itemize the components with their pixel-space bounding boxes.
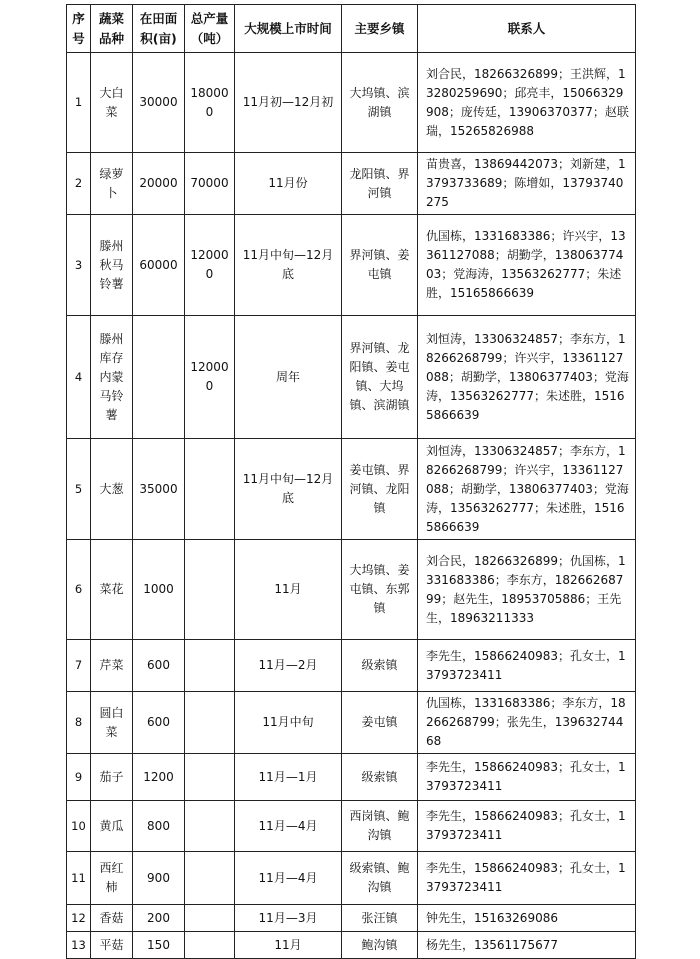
cell-seq: 10 — [67, 801, 91, 852]
table-row — [67, 932, 636, 959]
cell-area: 1200 — [133, 754, 185, 801]
cell-towns: 大坞镇、姜屯镇、东郭镇 — [342, 540, 418, 640]
cell-area: 150 — [133, 932, 185, 959]
cell-output — [185, 801, 235, 852]
cell-towns: 级索镇 — [342, 640, 418, 692]
cell-towns: 级索镇 — [342, 754, 418, 801]
table-row — [67, 540, 636, 640]
cell-seq: 1 — [67, 53, 91, 153]
cell-time: 11月中旬—12月底 — [235, 439, 342, 540]
header-towns: 主要乡镇 — [342, 5, 418, 53]
cell-area: 900 — [133, 852, 185, 905]
table-row — [67, 439, 636, 540]
cell-seq: 2 — [67, 153, 91, 215]
cell-variety: 大白菜 — [91, 53, 133, 153]
cell-contact: 李先生，15866240983；孔女士，13793723411 — [418, 754, 636, 801]
cell-variety: 平菇 — [91, 932, 133, 959]
header-contact: 联系人 — [418, 5, 636, 53]
cell-contact: 苗贵喜，13869442073；刘新建，13793733689；陈增如，13793740275 — [418, 153, 636, 215]
cell-towns: 张汪镇 — [342, 905, 418, 932]
cell-variety: 西红柿 — [91, 852, 133, 905]
table-row — [67, 852, 636, 905]
cell-contact: 刘恒涛，13306324857；李东方，18266268799；许兴宇，13361127088；胡勤学，13806377403；党海涛，13563262777；朱述胜，15165866639 — [418, 316, 636, 439]
cell-variety: 绿萝卜 — [91, 153, 133, 215]
cell-variety: 芹菜 — [91, 640, 133, 692]
cell-seq: 8 — [67, 692, 91, 754]
cell-area: 600 — [133, 692, 185, 754]
cell-output — [185, 640, 235, 692]
cell-towns: 大坞镇、滨湖镇 — [342, 53, 418, 153]
cell-time: 11月初—12月初 — [235, 53, 342, 153]
table-row — [67, 53, 636, 153]
cell-output: 120000 — [185, 316, 235, 439]
cell-time: 11月 — [235, 540, 342, 640]
cell-time: 周年 — [235, 316, 342, 439]
cell-towns: 姜屯镇、界河镇、龙阳镇 — [342, 439, 418, 540]
cell-area: 60000 — [133, 215, 185, 316]
table-row — [67, 640, 636, 692]
cell-variety: 滕州秋马铃薯 — [91, 215, 133, 316]
cell-contact: 刘恒涛，13306324857；李东方，18266268799；许兴宇，13361127088；胡勤学，13806377403；党海涛，13563262777；朱述胜，15165866639 — [418, 439, 636, 540]
cell-towns: 界河镇、龙阳镇、姜屯镇、大坞镇、滨湖镇 — [342, 316, 418, 439]
cell-time: 11月—2月 — [235, 640, 342, 692]
cell-variety: 黄瓜 — [91, 801, 133, 852]
cell-seq: 3 — [67, 215, 91, 316]
cell-time: 11月—1月 — [235, 754, 342, 801]
header-row — [67, 5, 636, 53]
table-row — [67, 905, 636, 932]
table-row — [67, 316, 636, 439]
cell-towns: 西岗镇、鲍沟镇 — [342, 801, 418, 852]
header-output: 总产量（吨） — [185, 5, 235, 53]
table-row — [67, 754, 636, 801]
table-row — [67, 692, 636, 754]
table-row — [67, 801, 636, 852]
table-row — [67, 153, 636, 215]
cell-output — [185, 439, 235, 540]
cell-contact: 杨先生，13561175677 — [418, 932, 636, 959]
cell-output — [185, 932, 235, 959]
cell-output — [185, 540, 235, 640]
cell-contact: 仇国栋，1331683386；李东方，18266268799；张先生，13963274468 — [418, 692, 636, 754]
cell-output — [185, 692, 235, 754]
vegetable-supply-table — [66, 4, 636, 959]
cell-area: 200 — [133, 905, 185, 932]
cell-area: 30000 — [133, 53, 185, 153]
cell-contact: 李先生，15866240983；孔女士，13793723411 — [418, 801, 636, 852]
cell-variety: 大葱 — [91, 439, 133, 540]
cell-area: 20000 — [133, 153, 185, 215]
cell-output — [185, 905, 235, 932]
header-area: 在田面积(亩) — [133, 5, 185, 53]
cell-seq: 5 — [67, 439, 91, 540]
cell-seq: 4 — [67, 316, 91, 439]
cell-area: 600 — [133, 640, 185, 692]
header-variety: 蔬菜品种 — [91, 5, 133, 53]
cell-seq: 11 — [67, 852, 91, 905]
cell-seq: 12 — [67, 905, 91, 932]
cell-output: 120000 — [185, 215, 235, 316]
cell-area — [133, 316, 185, 439]
cell-output — [185, 852, 235, 905]
cell-seq: 7 — [67, 640, 91, 692]
cell-contact: 刘合民，18266326899；王洪辉，13280259690；邱亮丰，15066329908；庞传廷，13906370377；赵联瑞，15265826988 — [418, 53, 636, 153]
cell-output: 180000 — [185, 53, 235, 153]
header-seq: 序号 — [67, 5, 91, 53]
cell-contact: 李先生，15866240983；孔女士，13793723411 — [418, 852, 636, 905]
cell-towns: 龙阳镇、界河镇 — [342, 153, 418, 215]
cell-time: 11月中旬—12月底 — [235, 215, 342, 316]
cell-contact: 钟先生，15163269086 — [418, 905, 636, 932]
cell-time: 11月份 — [235, 153, 342, 215]
cell-seq: 9 — [67, 754, 91, 801]
cell-seq: 13 — [67, 932, 91, 959]
cell-time: 11月—4月 — [235, 801, 342, 852]
cell-time: 11月 — [235, 932, 342, 959]
cell-towns: 姜屯镇 — [342, 692, 418, 754]
cell-contact: 刘合民，18266326899；仇国栋，1331683386；李东方，18266268799；赵先生，18953705886；王先生，18963211333 — [418, 540, 636, 640]
cell-time: 11月中旬 — [235, 692, 342, 754]
cell-area: 800 — [133, 801, 185, 852]
table-row — [67, 215, 636, 316]
cell-time: 11月—3月 — [235, 905, 342, 932]
cell-variety: 滕州库存内蒙马铃薯 — [91, 316, 133, 439]
vegetable-supply-table-container — [66, 4, 636, 959]
cell-variety: 香菇 — [91, 905, 133, 932]
cell-contact: 仇国栋，1331683386；许兴宇，13361127088；胡勤学，13806377403；党海涛，13563262777；朱述胜，15165866639 — [418, 215, 636, 316]
cell-contact: 李先生，15866240983；孔女士，13793723411 — [418, 640, 636, 692]
cell-towns: 鲍沟镇 — [342, 932, 418, 959]
cell-towns: 界河镇、姜屯镇 — [342, 215, 418, 316]
cell-area: 35000 — [133, 439, 185, 540]
cell-output — [185, 754, 235, 801]
cell-area: 1000 — [133, 540, 185, 640]
cell-towns: 级索镇、鲍沟镇 — [342, 852, 418, 905]
cell-variety: 茄子 — [91, 754, 133, 801]
cell-variety: 圆白菜 — [91, 692, 133, 754]
cell-output: 70000 — [185, 153, 235, 215]
cell-time: 11月—4月 — [235, 852, 342, 905]
cell-seq: 6 — [67, 540, 91, 640]
cell-variety: 菜花 — [91, 540, 133, 640]
header-time: 大规模上市时间 — [235, 5, 342, 53]
